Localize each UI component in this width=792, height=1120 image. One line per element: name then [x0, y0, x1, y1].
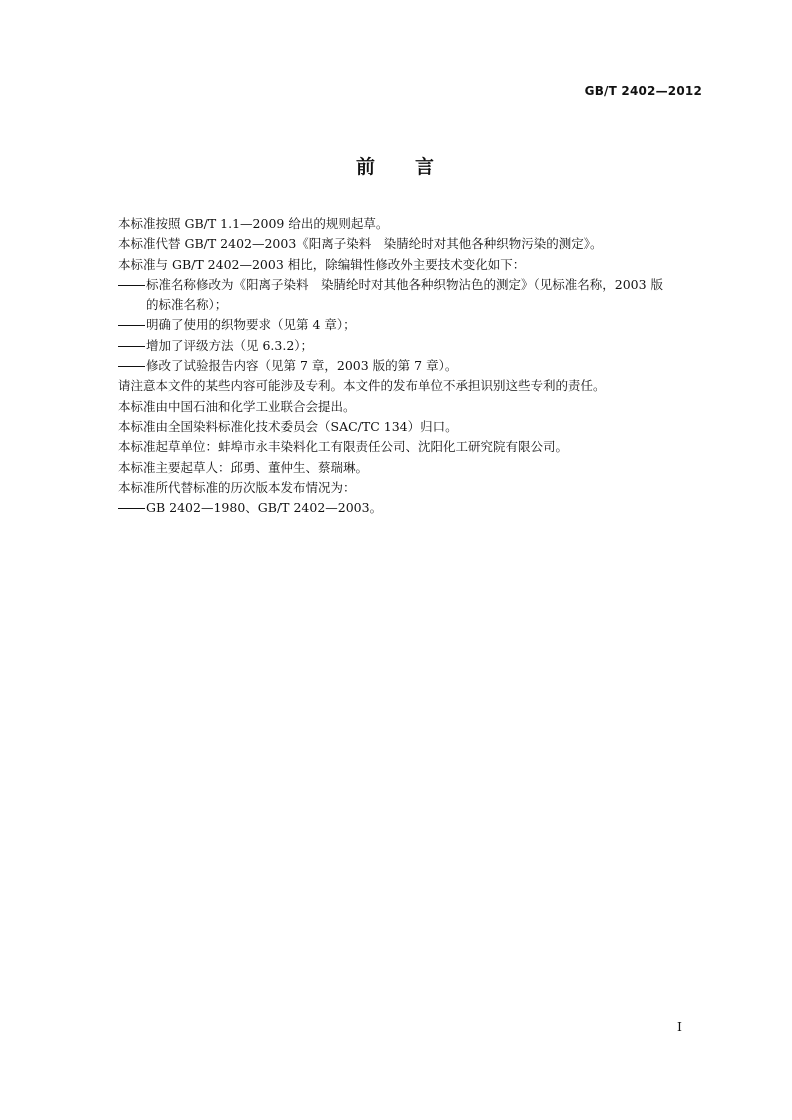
paragraph-centralized-by: 本标准由全国染料标准化技术委员会（SAC/TC 134）归口。 — [118, 418, 458, 434]
paragraph-drafting-units: 本标准起草单位：蚌埠市永丰染料化工有限责任公司、沈阳化工研究院有限公司。 — [118, 439, 569, 455]
history-item-text: GB 2402—1980、GB/T 2402—2003。 — [146, 500, 383, 516]
foreword-body — [118, 214, 708, 518]
title-char-1: 前 — [355, 156, 377, 178]
paragraph-changes-intro: 本标准与 GB/T 2402—2003 相比，除编辑性修改外主要技术变化如下： — [118, 256, 526, 272]
page-title — [0, 152, 792, 179]
paragraph-replaces: 本标准代替 GB/T 2402—2003《阳离子染料 染腈纶时对其他各种织物污染的测定》。 — [118, 236, 603, 252]
change-item-text: 修改了试验报告内容（见第 7 章，2003 版的第 7 章）。 — [146, 358, 458, 374]
title-char-2: 言 — [415, 156, 437, 178]
paragraph-history-intro: 本标准所代替标准的历次版本发布情况为： — [118, 479, 356, 495]
paragraph-proposed-by: 本标准由中国石油和化学工业联合会提出。 — [118, 398, 356, 414]
change-item-text: 增加了评级方法（见 6.3.2）； — [146, 337, 314, 353]
change-item-continuation: 的标准名称）； — [146, 297, 228, 313]
paragraph-drafting-rules: 本标准按照 GB/T 1.1—2009 给出的规则起草。 — [118, 216, 389, 231]
history-item — [118, 498, 708, 518]
change-item-text: 明确了使用的织物要求（见第 4 章）； — [146, 317, 356, 333]
change-item-text: 标准名称修改为《阳离子染料 染腈纶时对其他各种织物沾色的测定》（见标准名称，2003 版 — [146, 276, 664, 292]
paragraph-drafters: 本标准主要起草人：邱勇、董仲生、蔡瑞琳。 — [118, 459, 369, 475]
standard-code: GB/T 2402—2012 — [584, 84, 702, 98]
change-item — [118, 275, 708, 295]
page-number: I — [677, 1019, 682, 1034]
paragraph-patent-notice: 请注意本文件的某些内容可能涉及专利。本文件的发布单位不承担识别这些专利的责任。 — [118, 378, 606, 394]
change-item — [118, 315, 708, 335]
change-item — [118, 336, 708, 356]
change-item — [118, 356, 708, 376]
